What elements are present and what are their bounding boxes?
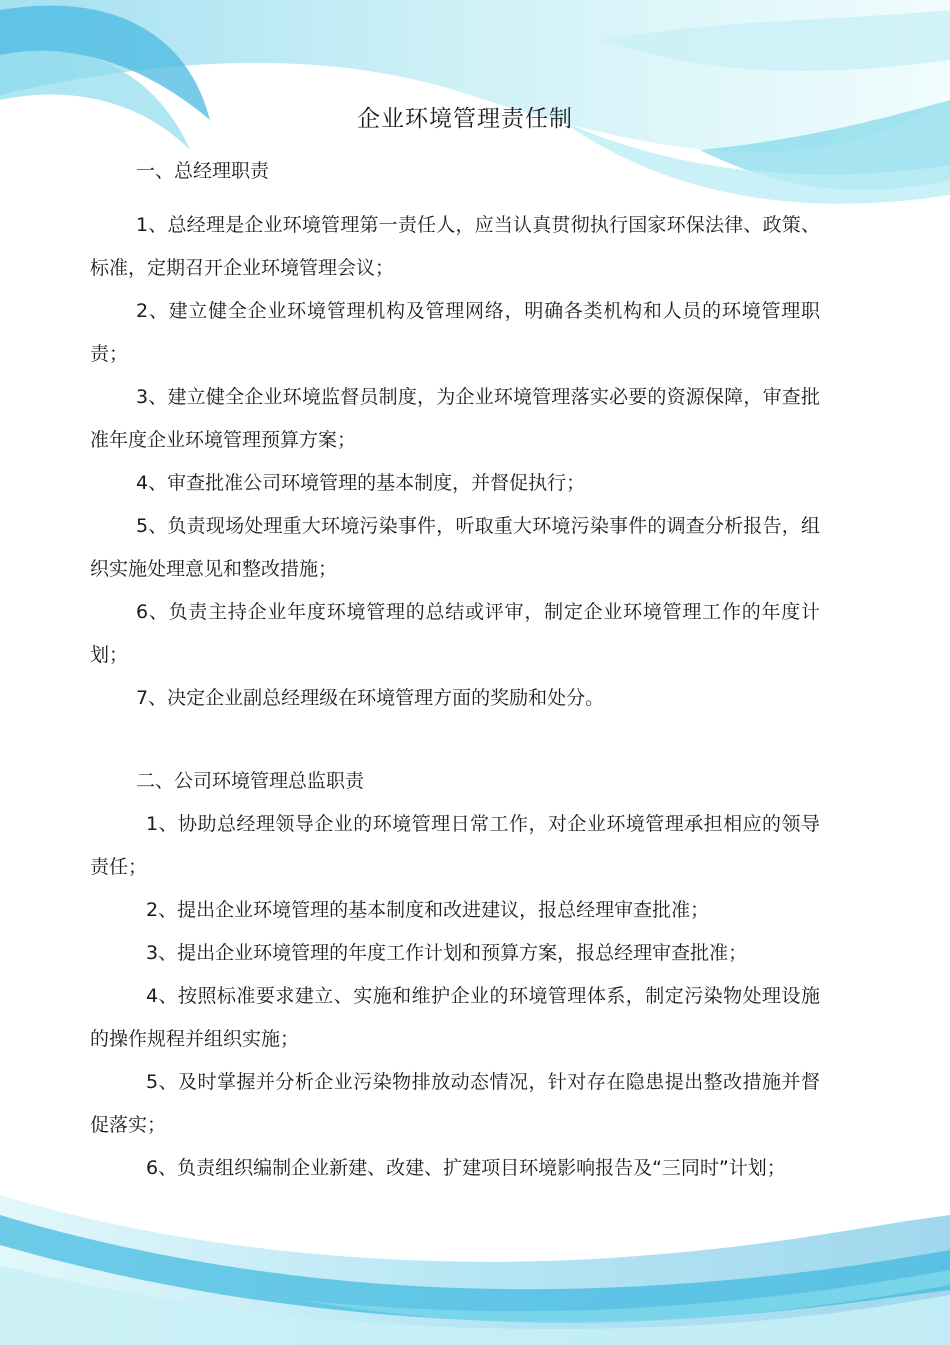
- document-title: 企业环境管理责任制: [357, 106, 573, 132]
- list-item: 3、提出企业环境管理的年度工作计划和预算方案，报总经理审查批准；: [146, 942, 748, 964]
- list-item: 5、负责现场处理重大环境污染事件，听取重大环境污染事件的调查分析报告，组织实施处理意见和整改措施；: [90, 515, 820, 580]
- section-heading-environment-director: 二、公司环境管理总监职责: [136, 770, 365, 792]
- list-item: 4、审查批准公司环境管理的基本制度，并督促执行；: [136, 472, 586, 494]
- list-item: 4、按照标准要求建立、实施和维护企业的环境管理体系，制定污染物处理设施的操作规程并组织实施；: [90, 985, 820, 1050]
- document-body: [90, 150, 820, 1190]
- list-item: 6、负责主持企业年度环境管理的总结或评审，制定企业环境管理工作的年度计划；: [90, 601, 820, 666]
- list-item: 2、提出企业环境管理的基本制度和改进建议，报总经理审查批准；: [146, 899, 710, 921]
- list-item: 5、及时掌握并分析企业污染物排放动态情况，针对存在隐患提出整改措施并督促落实；: [90, 1071, 820, 1136]
- list-item: 1、总经理是企业环境管理第一责任人，应当认真贯彻执行国家环保法律、政策、标准，定期召开企业环境管理会议；: [90, 214, 820, 279]
- list-item: 2、建立健全企业环境管理机构及管理网络，明确各类机构和人员的环境管理职责；: [90, 300, 820, 365]
- section-heading-general-manager: 一、总经理职责: [136, 160, 270, 182]
- list-item: 3、建立健全企业环境监督员制度，为企业环境管理落实必要的资源保障，审查批准年度企业环境管理预算方案；: [90, 386, 820, 451]
- list-item: 7、决定企业副总经理级在环境管理方面的奖励和处分。: [136, 687, 605, 709]
- list-item: 6、负责组织编制企业新建、改建、扩建项目环境影响报告及“三同时”计划；: [146, 1157, 786, 1179]
- list-item: 1、协助总经理领导企业的环境管理日常工作，对企业环境管理承担相应的领导责任；: [90, 813, 820, 878]
